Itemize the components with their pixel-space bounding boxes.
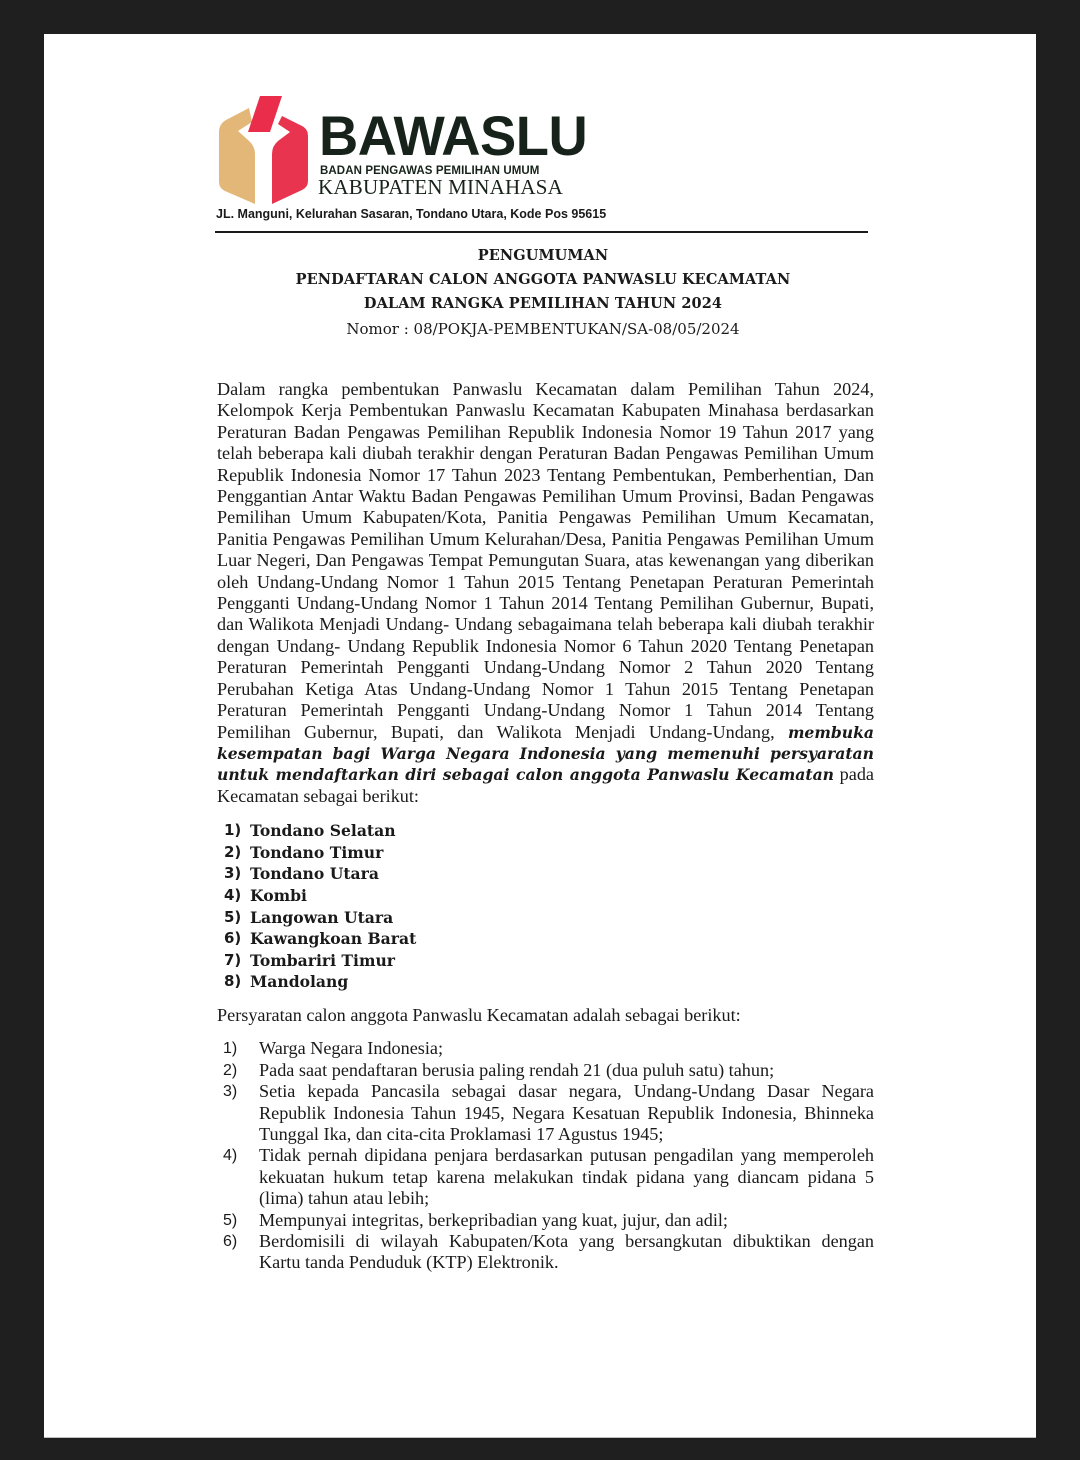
kecamatan-item [224,885,874,907]
requirements-intro: Persyaratan calon anggota Panwaslu Kecamatan adalah sebagai berikut: [217,1004,741,1025]
kecamatan-item [224,863,874,885]
kecamatan-item [224,971,874,993]
kecamatan-item [224,950,874,972]
requirement-item [223,1145,874,1209]
document-page [44,34,1036,1437]
requirement-number: 6) [223,1232,238,1250]
kecamatan-number: 1) [224,821,242,840]
kecamatan-name: Tondano Timur [250,842,384,862]
announcement-title-block [44,244,1036,342]
kecamatan-list [224,820,874,993]
kecamatan-name: Tondano Selatan [250,821,396,841]
kecamatan-number: 8) [224,972,242,991]
bawaslu-logo-icon [216,94,311,204]
kecamatan-item [224,820,874,842]
requirement-item [223,1210,874,1231]
kecamatan-name: Tombariri Timur [250,950,396,970]
requirement-text: Warga Negara Indonesia; [259,1038,444,1059]
requirement-text: Tidak pernah dipidana penjara berdasarkan putusan pengadilan yang memperoleh kekuatan hukum tetap karena melakukan tindak pidana yang diancam pidana 5 (lima) tahun atau lebih; [259,1145,874,1209]
kecamatan-item [224,928,874,950]
requirement-number: 5) [223,1211,238,1229]
requirement-text: Pada saat pendaftaran berusia paling rendah 21 (dua puluh satu) tahun; [259,1059,775,1080]
document-number: Nomor : 08/POKJA-PEMBENTUKAN/SA-08/05/2024 [346,320,740,338]
brand-name: BAWASLU [319,104,588,167]
kecamatan-number: 2) [224,842,242,861]
requirement-item [223,1081,874,1145]
announcement-body [217,379,874,1274]
requirement-text: Berdomisili di wilayah Kabupaten/Kota yang bersangkutan dibuktikan dengan Kartu tanda Penduduk (KTP) Elektronik. [259,1230,874,1273]
kecamatan-name: Kawangkoan Barat [250,929,417,949]
requirement-number: 4) [223,1147,238,1165]
announcement-heading: PENGUMUMAN [477,247,609,264]
requirement-item [223,1231,874,1274]
intro-emphasis: membuka kesempatan bagi Warga Negara Indonesia yang memenuhi persyaratan untuk mendaftarkan diri sebagai calon anggota Panwaslu Kecamatan [217,722,875,785]
announcement-subject: PENDAFTARAN CALON ANGGOTA PANWASLU KECAMATAN [295,271,791,288]
logo-left-panel [219,108,255,204]
kecamatan-name: Mandolang [250,972,349,992]
requirement-item [223,1060,874,1081]
kecamatan-item [224,842,874,864]
requirement-item [223,1038,874,1059]
logo-right-panel [272,116,308,204]
kecamatan-number: 5) [224,907,242,926]
requirement-text: Setia kepada Pancasila sebagai dasar negara, Undang-Undang Dasar Negara Republik Indonesia Tahun 1945, Negara Kesatuan Republik Indonesia, Bhinneka Tunggal Ika, dan cita-cita Proklamasi 17 Agustus 1945; [259,1081,874,1144]
kecamatan-item [224,907,874,929]
announcement-context: DALAM RANGKA PEMILIHAN TAHUN 2024 [363,295,723,312]
kecamatan-name: Langowan Utara [250,907,394,927]
kecamatan-number: 7) [224,950,242,969]
intro-text: Dalam rangka pembentukan Panwaslu Kecamatan dalam Pemilihan Tahun 2024, Kelompok Kerja Pembentukan Panwaslu Kecamatan Kabupaten Minahasa berdasarkan Peraturan Badan Pengawas Pemilihan Republik Indonesia Nomor 19 Tahun 2017 yang telah beberapa kali diubah terakhir dengan Peraturan Badan Pengawas Pemilihan Umum Republik Indonesia Nomor 17 Tahun 2023 Tentang Pembentukan, Pemberhentian, Dan Penggantian Antar Waktu Badan Pengawas Pemilihan Umum Provinsi, Badan Pengawas Pemilihan Umum Kabupaten/Kota, Panitia Pengawas Pemilihan Umum Kecamatan, Panitia Pengawas Pemilihan Umum Kelurahan/Desa, Panitia Pengawas Pemilihan Umum Luar Negeri, Dan Pengawas Tempat Pemungutan Suara, atas kewenangan yang diberikan oleh Undang-Undang Nomor 1 Tahun 2015 Tentang Penetapan Peraturan Pemerintah Pengganti Undang-Undang Nomor 1 Tahun 2014 Tentang Pemilihan Gubernur, Bupati, dan Walikota Menjadi Undang- Undang sebagaimana telah beberapa kali diubah terakhir dengan Undang- Undang Republik Indonesia Nomor 6 Tahun 2020 Tentang Penetapan Peraturan Pemerintah Pengganti Undang-Undang Nomor 2 Tahun 2020 Tentang Perubahan Ketiga Atas Undang-Undang Nomor 1 Tahun 2015 Tentang Penetapan Peraturan Pemerintah Pengganti Undang-Undang Nomor 1 Tahun 2014 Tentang Pemilihan Gubernur, Bupati, dan Walikota Menjadi Undang-Undang, [217,379,874,742]
requirement-number: 2) [223,1061,238,1079]
logo-ballot [248,96,282,132]
requirements-list [223,1038,874,1273]
kecamatan-name: Tondano Utara [250,864,379,884]
requirement-number: 1) [223,1040,238,1058]
agency-name: BADAN PENGAWAS PEMILIHAN UMUM [320,165,540,177]
region-name: KABUPATEN MINAHASA [318,175,563,199]
kecamatan-name: Kombi [250,885,307,905]
kecamatan-number: 3) [224,864,242,883]
intro-tail: pada Kecamatan sebagai berikut: [217,764,874,806]
kecamatan-number: 6) [224,929,242,948]
requirement-number: 3) [223,1083,238,1101]
requirement-text: Mempunyai integritas, berkepribadian yang kuat, jujur, dan adil; [259,1209,728,1230]
office-address: JL. Manguni, Kelurahan Sasaran, Tondano Utara, Kode Pos 95615 [216,207,607,221]
letterhead-divider [215,231,868,233]
intro-paragraph [217,379,874,807]
kecamatan-number: 4) [224,885,242,904]
